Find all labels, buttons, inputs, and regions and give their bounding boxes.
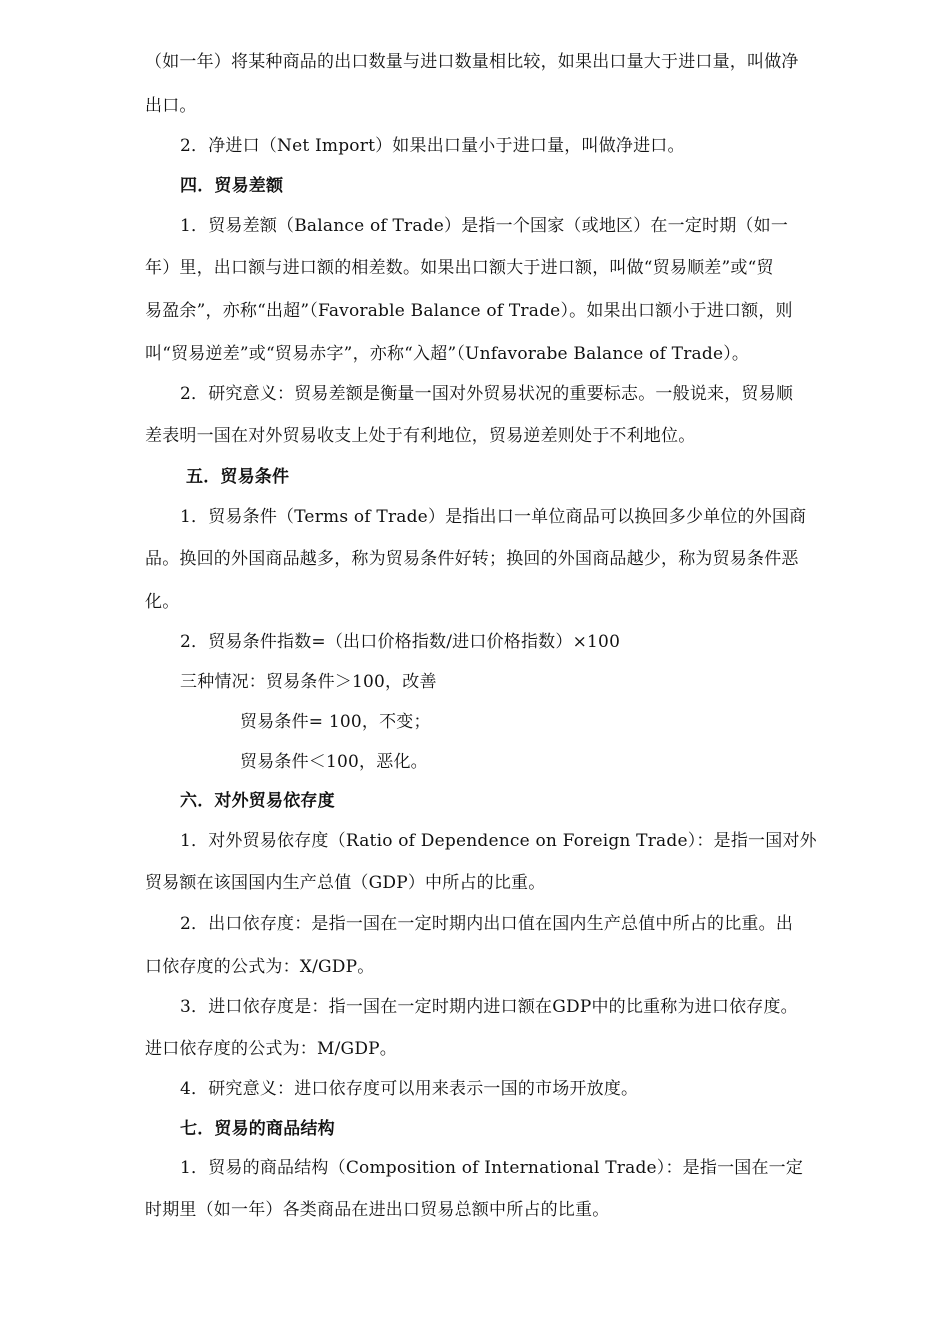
paragraph-line: 2．研究意义：贸易差额是衡量一国对外贸易状况的重要标志。一般说来，贸易顺 [180,384,794,404]
section-heading-7: 七．贸易的商品结构 [180,1119,335,1139]
paragraph-line: 4．研究意义：进口依存度可以用来表示一国的市场开放度。 [180,1079,639,1099]
paragraph-line: 化。 [145,592,180,612]
paragraph-line: 进口依存度的公式为：M/GDP。 [145,1039,397,1059]
paragraph-line: 口依存度的公式为：X/GDP。 [145,957,375,977]
paragraph-line: 1．贸易的商品结构（Composition of International Trade）：是指一国在一定 [180,1158,804,1178]
paragraph-line: 差表明一国在对外贸易收支上处于有利地位，贸易逆差则处于不利地位。 [145,426,696,446]
section-heading-5: 五．贸易条件 [186,467,290,487]
paragraph-line: 易盈余”，亦称“出超”（Favorable Balance of Trade）。如果出口额小于进口额，则 [145,301,793,321]
paragraph-line: 2．贸易条件指数=（出口价格指数/进口价格指数）×100 [180,632,621,652]
paragraph-line: 叫“贸易逆差”或“贸易赤字”，亦称“入超”（Unfavorabe Balance of Trade）。 [145,344,750,364]
paragraph-line: 三种情况：贸易条件＞100，改善 [180,672,437,692]
paragraph-line: 1．贸易条件（Terms of Trade）是指出口一单位商品可以换回多少单位的外国商 [180,507,807,527]
paragraph-line: 年）里，出口额与进口额的相差数。如果出口额大于进口额，叫做“贸易顺差”或“贸 [145,258,774,278]
paragraph-line: （如一年）将某种商品的出口数量与进口数量相比较，如果出口量大于进口量，叫做净 [145,52,799,72]
paragraph-line: 1．对外贸易依存度（Ratio of Dependence on Foreign Trade）：是指一国对外 [180,831,817,851]
paragraph-line: 贸易条件= 100，不变； [240,712,431,732]
paragraph-line: 2．净进口（Net Import）如果出口量小于进口量，叫做净进口。 [180,136,685,156]
paragraph-line: 贸易条件＜100，恶化。 [240,752,428,772]
paragraph-line: 出口。 [145,96,197,116]
paragraph-line: 品。换回的外国商品越多，称为贸易条件好转；换回的外国商品越少，称为贸易条件恶 [145,549,799,569]
paragraph-line: 1．贸易差额（Balance of Trade）是指一个国家（或地区）在一定时期（如一 [180,216,789,236]
paragraph-line: 时期里（如一年）各类商品在进出口贸易总额中所占的比重。 [145,1200,610,1220]
section-heading-6: 六．对外贸易依存度 [180,791,335,811]
paragraph-line: 贸易额在该国国内生产总值（GDP）中所占的比重。 [145,873,546,893]
paragraph-line: 2．出口依存度：是指一国在一定时期内出口值在国内生产总值中所占的比重。出 [180,914,794,934]
section-heading-4: 四．贸易差额 [180,176,284,196]
paragraph-line: 3．进口依存度是：指一国在一定时期内进口额在GDP中的比重称为进口依存度。 [180,997,798,1017]
